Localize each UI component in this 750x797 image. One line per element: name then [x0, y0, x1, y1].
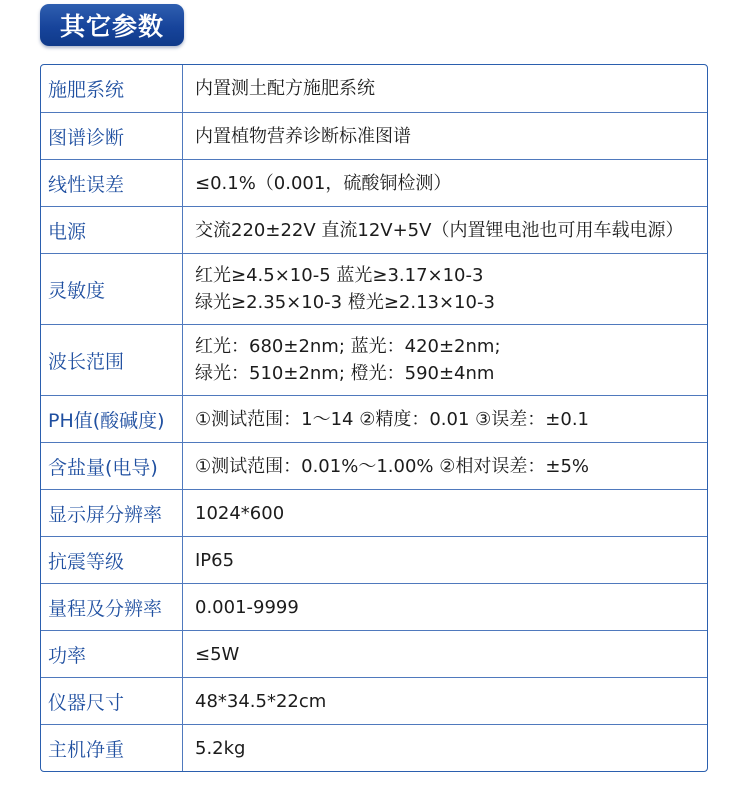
row-value: [183, 584, 707, 630]
row-label: 图谱诊断: [41, 113, 183, 159]
row-label: 含盐量(电导): [41, 443, 183, 489]
row-label: 主机净重: [41, 725, 183, 771]
value-line: IP65: [195, 549, 235, 571]
table-row: [41, 253, 707, 324]
row-value: [183, 725, 707, 771]
row-value: [183, 678, 707, 724]
table-row: [41, 677, 707, 724]
value-line: 内置植物营养诊断标准图谱: [195, 125, 411, 147]
row-value: [183, 254, 707, 324]
table-row: [41, 112, 707, 159]
value-line: 绿光：510±2nm; 橙光：590±4nm: [195, 363, 495, 384]
value-line: 绿光≥2.35×10-3 橙光≥2.13×10-3: [195, 292, 495, 313]
row-value: [183, 631, 707, 677]
row-label: 电源: [41, 207, 183, 253]
row-label: 量程及分辨率: [41, 584, 183, 630]
row-label: 施肥系统: [41, 65, 183, 112]
table-row: [41, 65, 707, 112]
row-label: 抗震等级: [41, 537, 183, 583]
table-row: [41, 536, 707, 583]
row-value: [183, 207, 707, 253]
value-line: 48*34.5*22cm: [195, 690, 327, 712]
table-row: [41, 442, 707, 489]
value-line: 5.2kg: [195, 737, 246, 759]
value-line: 交流220±22V 直流12V+5V（内置锂电池也可用车载电源）: [195, 219, 684, 241]
row-label: 仪器尺寸: [41, 678, 183, 724]
table-row: [41, 395, 707, 442]
section-title-badge: [40, 4, 184, 46]
value-line: 红光≥4.5×10-5 蓝光≥3.17×10-3: [195, 265, 484, 286]
row-label: 灵敏度: [41, 254, 183, 324]
table-row: [41, 630, 707, 677]
section-title: 其它参数: [59, 12, 164, 41]
table-row: [41, 583, 707, 630]
row-value: [183, 490, 707, 536]
row-value: [183, 396, 707, 442]
value-line: ≤0.1%（0.001，硫酸铜检测）: [195, 172, 452, 194]
value-line: ①测试范围：0.01%～1.00% ②相对误差：±5%: [195, 455, 589, 477]
table-row: [41, 489, 707, 536]
row-label: 显示屏分辨率: [41, 490, 183, 536]
row-value: [183, 113, 707, 159]
value-line: 1024*600: [195, 502, 285, 524]
row-label: 波长范围: [41, 325, 183, 395]
row-value: [183, 325, 707, 395]
value-line: 0.001-9999: [195, 596, 299, 618]
row-value: [183, 537, 707, 583]
row-label: 线性误差: [41, 160, 183, 206]
spec-table: [40, 64, 708, 772]
table-row: [41, 724, 707, 771]
row-value: [183, 65, 707, 112]
table-row: [41, 206, 707, 253]
value-line: 内置测土配方施肥系统: [195, 78, 375, 99]
table-row: [41, 159, 707, 206]
row-label: 功率: [41, 631, 183, 677]
row-value: [183, 443, 707, 489]
value-line: 红光：680±2nm; 蓝光：420±2nm;: [195, 336, 501, 357]
row-value: [183, 160, 707, 206]
row-label: PH值(酸碱度): [41, 396, 183, 442]
table-row: [41, 324, 707, 395]
value-line: ≤5W: [195, 643, 240, 665]
value-line: ①测试范围：1～14 ②精度：0.01 ③误差：±0.1: [195, 408, 589, 430]
